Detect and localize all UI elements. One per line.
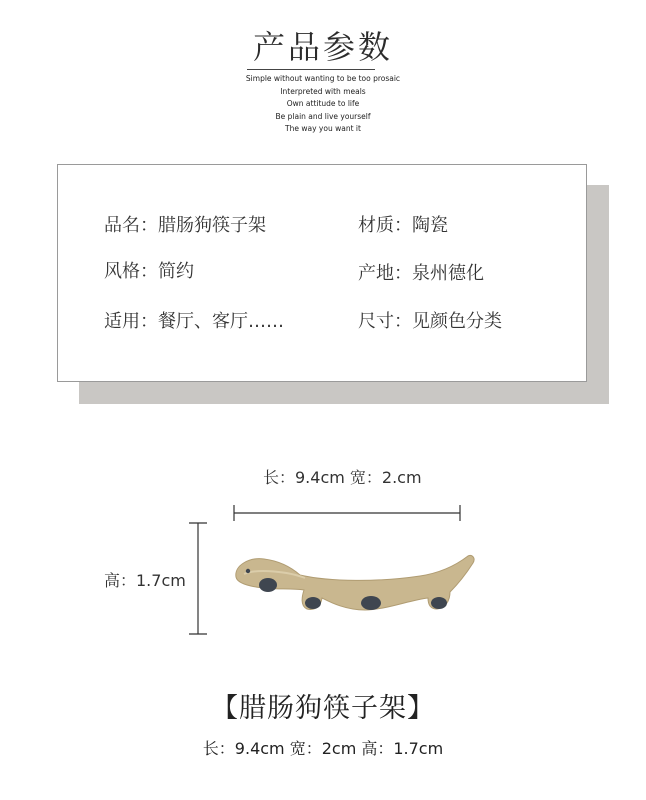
product-name: 【腊肠狗筷子架】 [211,693,435,724]
eye [246,569,250,573]
spec-style: 风格：简约 [104,261,194,282]
height-label: 高：1.7cm [104,571,186,590]
spec-origin: 产地：泉州德化 [358,263,484,284]
tagline-line: Be plain and live yourself [275,111,371,121]
front-paw-spot [305,597,321,609]
product-dimensions: 长：9.4cm 宽：2cm 高：1.7cm [202,739,444,758]
tagline-line: Interpreted with meals [280,86,366,96]
height-measure-line [189,523,207,634]
rear-paw-spot [431,597,447,609]
page-title: 产品参数 [252,28,393,66]
tagline-line: Simple without wanting to be too prosaic [245,74,401,83]
tagline-line: Own attitude to life [286,99,360,108]
spec-material: 材质：陶瓷 [358,215,448,236]
spec-usage: 适用：餐厅、客厅…… [104,311,284,332]
spec-name: 品名：腊肠狗筷子架 [104,215,266,236]
spec-size: 尺寸：见颜色分类 [358,311,502,332]
length-measure-line [234,505,460,521]
tagline-line: The way you want it [285,124,361,133]
body-spot [361,596,381,610]
ear-spot [259,578,277,592]
length-width-label: 长：9.4cm 宽：2.cm [263,468,422,487]
dachshund-chopstick-rest [236,555,474,610]
